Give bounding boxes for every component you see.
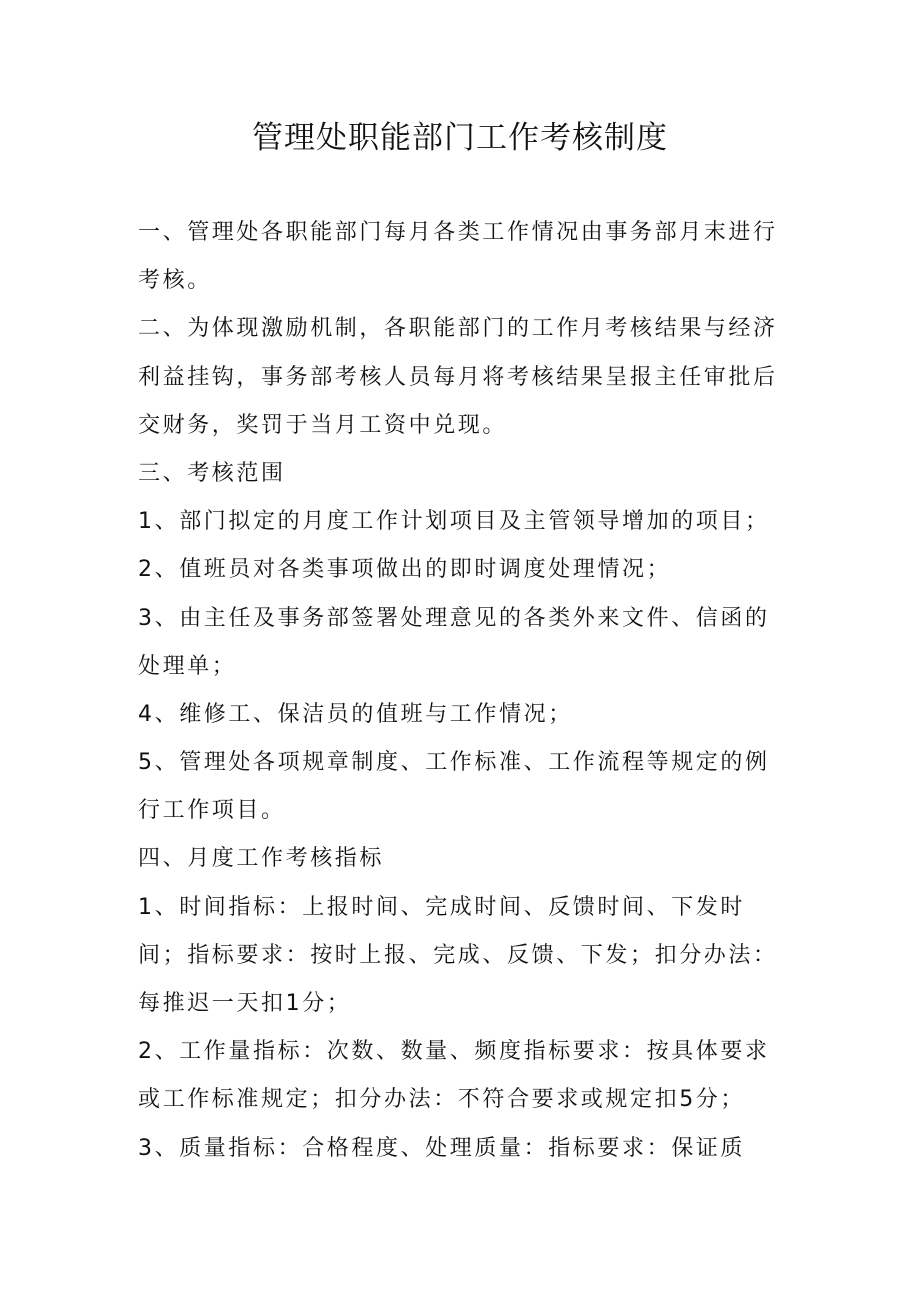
- document-title: 管理处职能部门工作考核制度: [252, 120, 668, 156]
- paragraph-line: 4、维修工、保洁员的值班与工作情况；: [138, 701, 573, 727]
- paragraph-line: 考核。: [138, 268, 212, 294]
- paragraph-line: 每推迟一天扣1分；: [138, 991, 352, 1016]
- paragraph-line: 处理单；: [138, 653, 237, 679]
- paragraph-line: 1、部门拟定的月度工作计划项目及主管领导增加的项目；: [138, 509, 770, 535]
- document-body: [138, 209, 798, 1173]
- paragraph-line: 一、管理处各职能部门每月各类工作情况由事务部月末进行: [138, 220, 778, 245]
- paragraph-line: 交财务，奖罚于当月工资中兑现。: [138, 412, 508, 438]
- paragraph-line: 1、时间指标：上报时间、完成时间、反馈时间、下发时: [138, 894, 745, 920]
- paragraph-line: 或工作标准规定；扣分办法：不符合要求或规定扣5分；: [138, 1087, 745, 1113]
- paragraph-line: 2、值班员对各类事项做出的即时调度处理情况；: [138, 557, 672, 583]
- paragraph-line: 3、质量指标：合格程度、处理质量：指标要求：保证质: [138, 1135, 745, 1161]
- paragraph-line: 利益挂钩，事务部考核人员每月将考核结果呈报主任审批后: [138, 364, 778, 390]
- paragraph-line: 3、由主任及事务部签署处理意见的各类外来文件、信函的: [138, 605, 770, 631]
- paragraph-line: 四、月度工作考核指标: [138, 846, 385, 872]
- paragraph-line: 2、工作量指标：次数、数量、频度指标要求：按具体要求: [138, 1039, 770, 1065]
- paragraph-line: 间；指标要求：按时上报、完成、反馈、下发；扣分办法：: [138, 942, 778, 968]
- paragraph-line: 二、为体现激励机制，各职能部门的工作月考核结果与经济: [138, 316, 778, 342]
- paragraph-line: 三、考核范围: [138, 460, 286, 486]
- paragraph-line: 行工作项目。: [138, 798, 286, 824]
- paragraph-line: 5、管理处各项规章制度、工作标准、工作流程等规定的例: [138, 750, 770, 776]
